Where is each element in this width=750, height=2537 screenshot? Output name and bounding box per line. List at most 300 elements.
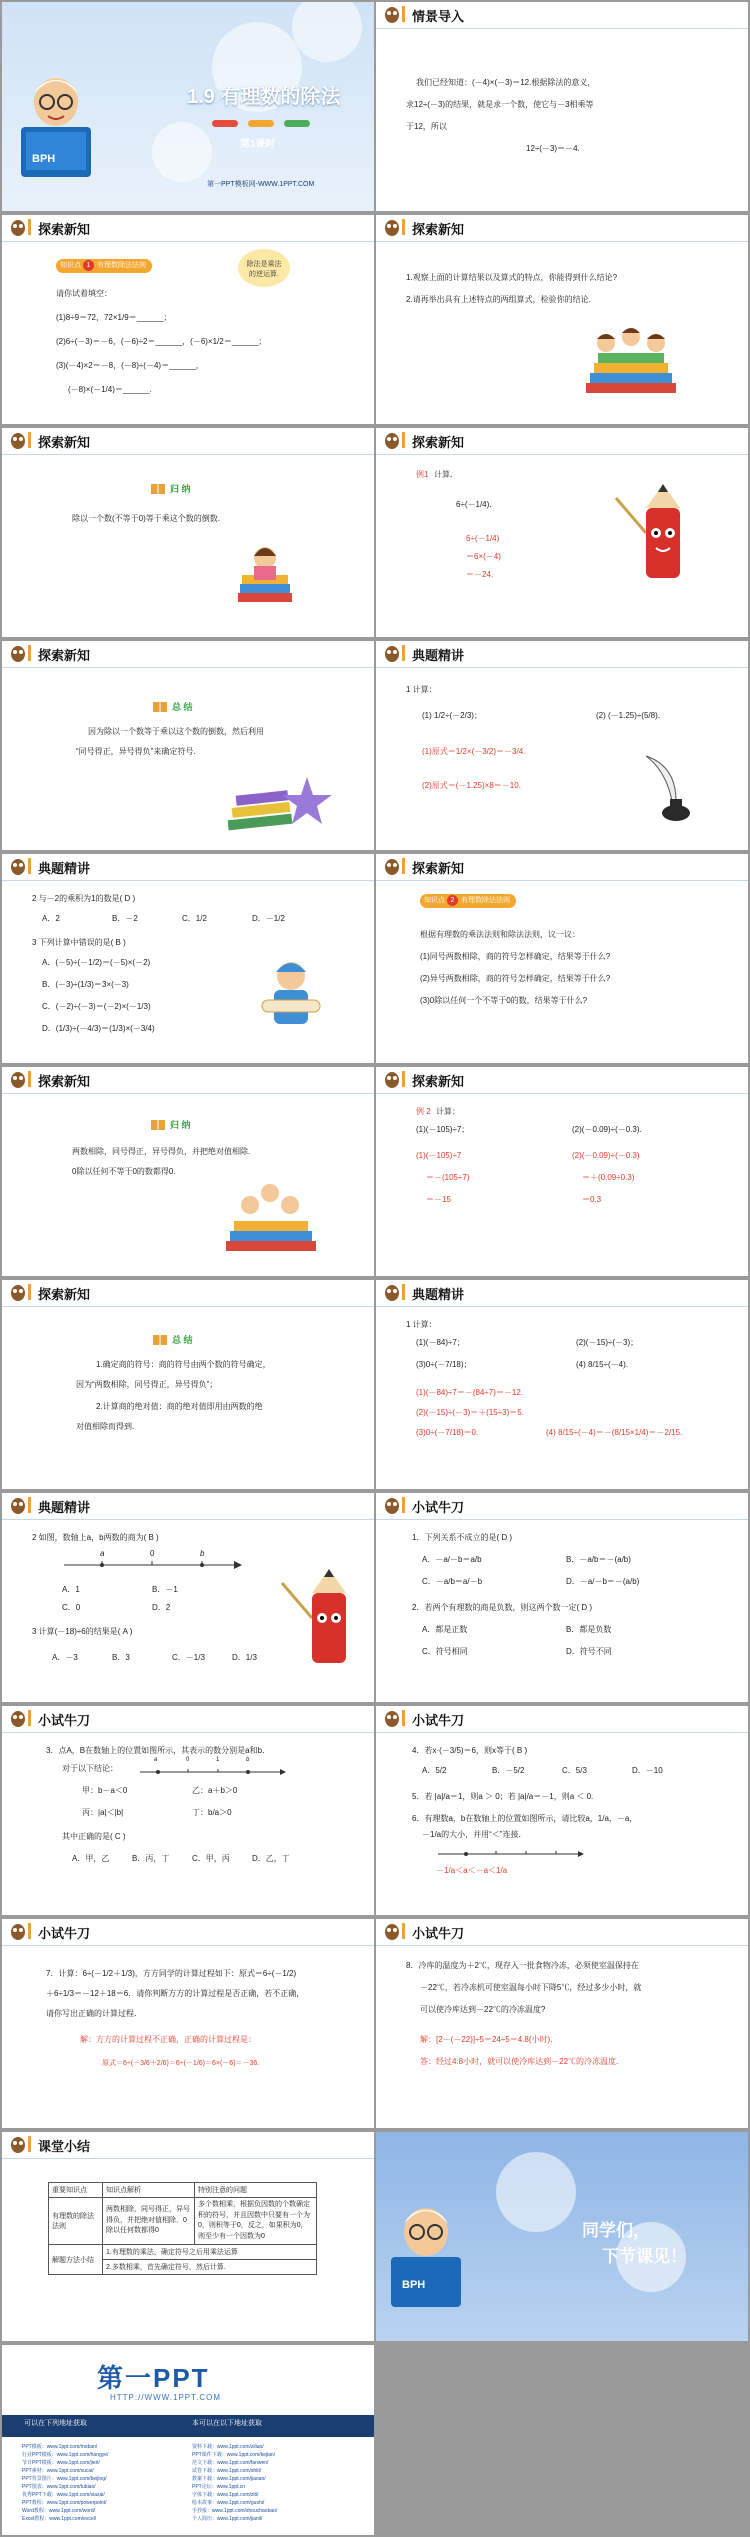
- slide-heading: 典题精讲: [38, 861, 91, 876]
- option-a: A．甲，乙: [72, 1854, 110, 1863]
- slide-brand-footer[interactable]: [2, 2345, 374, 2535]
- answer-line: (1)原式＝1/2×(－3/2)＝－3/4.: [422, 747, 526, 756]
- header-bar: [28, 2136, 31, 2152]
- slide-practice-1[interactable]: [376, 641, 748, 850]
- owl-logo-icon: [384, 430, 400, 450]
- kids-reading-books-icon: [576, 323, 686, 413]
- footer-link[interactable]: PPT素材：www.1ppt.com/sucai/: [22, 2468, 94, 2474]
- header-divider: [376, 28, 748, 29]
- question-line: 2．若两个有理数的商是负数，则这两个数一定( D ): [412, 1603, 592, 1612]
- header-bar: [28, 858, 31, 874]
- text-line: (2)异号两数相除，商的符号怎样确定，结果等于什么?: [420, 974, 611, 983]
- question-line: (4) 8/15÷(－4).: [576, 1360, 628, 1369]
- question-line: (1) 1/2÷(－2/3)；: [422, 711, 482, 720]
- statement: 乙：a＋b＞0: [192, 1786, 238, 1795]
- footer-link[interactable]: Excel教程：www.1ppt.com/excel/: [22, 2516, 97, 2522]
- book-icon: [150, 1119, 166, 1131]
- text-line: (－8)×(－1/4)＝______.: [68, 385, 152, 394]
- footer-link[interactable]: Word教程：www.1ppt.com/word/: [22, 2508, 95, 2514]
- slide-title: 1.9 有理数的除法: [187, 86, 341, 108]
- header-bar: [402, 1710, 405, 1726]
- slide-trial-4[interactable]: [2, 1919, 374, 2128]
- option-b: B．－a/b＝－(a/b): [566, 1555, 631, 1564]
- header-divider: [376, 1093, 748, 1094]
- header-divider: [2, 1306, 374, 1307]
- question-line: 3 下列计算中错误的是( B ): [32, 938, 126, 947]
- text-line: (1)同号两数相除，商的符号怎样确定，结果等于什么?: [420, 952, 611, 961]
- option-d: D．乙，丁: [252, 1854, 290, 1863]
- slide-explore-3[interactable]: [376, 854, 748, 1063]
- header-bar: [28, 1923, 31, 1939]
- header-divider: [2, 1732, 374, 1733]
- tag-text: 有理数除法法则: [96, 262, 146, 269]
- slide-header: [376, 428, 748, 452]
- answer-line: 答：经过4.8小时，就可以使冷库达到－22℃的冷冻温度．: [420, 2057, 625, 2066]
- example-text: 计算：: [436, 1107, 460, 1116]
- option-b: B．－5/2: [492, 1766, 525, 1775]
- answer-line: (1)(－84)÷7＝－(84÷7)＝－12.: [416, 1388, 524, 1397]
- statement: 丙：|a|＜|b|: [82, 1808, 124, 1817]
- book-icon: [152, 701, 168, 713]
- slide-heading: 探索新知: [412, 435, 465, 450]
- text-line: 1.确定商的符号：商的符号由两个数的符号确定，: [96, 1360, 271, 1369]
- bubble-line: 除法是乘法: [246, 261, 282, 268]
- header-bar: [402, 219, 405, 235]
- footer-link[interactable]: 字体下载：www.1ppt.com/ziti/: [192, 2492, 259, 2498]
- answer-line: (2)(－15)÷(－3)＝＋(15÷3)＝5.: [416, 1408, 524, 1417]
- section-label: 归 纳: [170, 1120, 191, 1130]
- owl-logo-icon: [10, 856, 26, 876]
- answer-line: (1)(－105)÷7: [416, 1151, 462, 1160]
- slide-header: [376, 641, 748, 665]
- text-line: (2)6÷(－3)＝－6，(－6)÷2＝______，(－6)×1/2＝______；: [56, 337, 267, 346]
- answer-line: (4) 8/15÷(－4)＝－(8/15×1/4)＝－2/15.: [546, 1428, 683, 1437]
- slide-header: [2, 854, 374, 878]
- slide-header: [2, 215, 374, 239]
- footer-link[interactable]: PPT图表：www.1ppt.com/tubiao/: [22, 2484, 96, 2490]
- header-divider: [376, 880, 748, 881]
- text-line: 于12，所以: [406, 122, 447, 131]
- slide-trial-5[interactable]: [376, 1919, 748, 2128]
- question-line: 5．若 |a|/a＝1，则a ＞ 0；若 |a|/a＝－1，则a ＜ 0.: [412, 1792, 594, 1801]
- section-label: 归 纳: [170, 484, 191, 494]
- slide-header: [376, 1067, 748, 1091]
- slide-heading: 探索新知: [38, 222, 91, 237]
- header-bar: [402, 1923, 405, 1939]
- option-c: C．5/3: [562, 1766, 587, 1775]
- tag-number: 1: [83, 260, 94, 271]
- axis-label: 0: [186, 1757, 190, 1763]
- slide-practice-3[interactable]: [376, 1280, 748, 1489]
- owl-logo-icon: [384, 1708, 400, 1728]
- slide-header: [376, 1706, 748, 1730]
- answer-line: ＝0.3: [582, 1195, 602, 1204]
- option-b: B．(－3)÷(1/3)＝3×(－3): [42, 980, 129, 989]
- text-line: 1 计算：: [406, 685, 437, 694]
- slide-summary-rule[interactable]: [2, 428, 374, 637]
- slide-header: [2, 1067, 374, 1091]
- slide-heading: 探索新知: [38, 648, 91, 663]
- option-b: B．－2: [112, 914, 138, 923]
- table-header-cell: 知识点解析: [103, 2183, 195, 2198]
- table-header-cell: 特别注意的问题: [195, 2183, 317, 2198]
- slide-heading: 典题精讲: [38, 1500, 91, 1515]
- question-line: (2)(－15)÷(－3)；: [576, 1338, 639, 1347]
- footer-link[interactable]: 优秀PPT下载：www.1ppt.com/xiazai/: [22, 2492, 105, 2498]
- slide-header: [376, 1493, 748, 1517]
- option-b: B．都是负数: [566, 1625, 612, 1634]
- table-cell: 2.多数相乘，首先确定符号，然后计算.: [103, 2260, 317, 2275]
- slide-header: [376, 1280, 748, 1304]
- table-cell: 有理数的除法法则: [49, 2198, 103, 2245]
- axis-label: b: [246, 1757, 250, 1763]
- brand-logo: 第一PPT: [97, 2363, 210, 2393]
- deco-pill-red: [212, 120, 238, 127]
- cover-badge: BPH: [32, 153, 56, 165]
- text-line: 因为“两数相除，同号得正，异号得负”；: [76, 1380, 218, 1389]
- question-line: 1．下列关系不成立的是( D ): [412, 1533, 512, 1542]
- option-d: D．2: [152, 1603, 171, 1612]
- number-line: [138, 1760, 288, 1778]
- header-bar: [28, 1710, 31, 1726]
- footer-link[interactable]: 资料下载：www.1ppt.com/ziliao/: [192, 2444, 264, 2450]
- question-line: 对于以下结论：: [62, 1764, 118, 1773]
- slide-heading: 探索新知: [412, 222, 465, 237]
- question-line: (3)0÷(－7/18)；: [416, 1360, 472, 1369]
- text-line: 根据有理数的乘法法则和除法法则，议一议：: [420, 930, 580, 939]
- text-line: 求12÷(－3)的结果，就是求一个数，使它与－3相乘等: [406, 100, 594, 109]
- axis-label: 0: [150, 1549, 155, 1558]
- slide-heading: 典题精讲: [412, 1287, 465, 1302]
- answer-line: 解：[2－(－22)]÷5＝24÷5＝4.8(小时)．: [420, 2035, 559, 2044]
- slide-trial-2[interactable]: [2, 1706, 374, 1915]
- table-cell: 两数相除，同号得正，异号得负，并把绝对值相除．0除以任何数都得0: [103, 2198, 195, 2245]
- header-divider: [376, 1519, 748, 1520]
- answer-line: ＝－15: [426, 1195, 451, 1204]
- slide-heading: 探索新知: [38, 1287, 91, 1302]
- option-a: A．1: [62, 1585, 80, 1594]
- footer-link[interactable]: 试卷下载：www.1ppt.com/shiti/: [192, 2468, 262, 2474]
- tag-text: 有理数除法法则: [460, 897, 510, 904]
- option-d: D．－a/－b＝－(a/b): [566, 1577, 640, 1586]
- footer-link[interactable]: 节日PPT模板：www.1ppt.com/jieri/: [22, 2460, 100, 2466]
- question-line: －1/a的大小，并用“＜”连接．: [422, 1830, 527, 1839]
- statement: 丁：b/a＞0: [192, 1808, 232, 1817]
- teacher-illustration-icon: [386, 2202, 476, 2312]
- question-line: 7．计算：6÷(－1/2＋1/3)，方方同学的计算过程如下：原式＝6÷(－1/2): [46, 1969, 297, 1978]
- footer-link[interactable]: PPT教程：www.1ppt.com/powerpoint/: [22, 2500, 107, 2506]
- axis-label: a: [100, 1549, 105, 1558]
- table-row: [49, 2183, 317, 2198]
- header-divider: [376, 241, 748, 242]
- option-a: A．－3: [52, 1653, 78, 1662]
- slide-trial-1[interactable]: [376, 1493, 748, 1702]
- text-line: 因为除以一个数等于乘以这个数的倒数，然后利用: [88, 727, 264, 736]
- book-icon: [152, 1334, 168, 1346]
- bokeh-circle: [496, 2152, 576, 2232]
- question-line: (1)(－84)÷7；: [416, 1338, 465, 1347]
- answer-line: 原式＝6÷(－3/6＋2/6)＝6÷(－1/6)＝6×(－6)＝－36.: [102, 2060, 260, 2067]
- option-d: D．符号不同: [566, 1647, 612, 1656]
- slide-practice-4[interactable]: [2, 1493, 374, 1702]
- cover-badge: BPH: [402, 2279, 426, 2291]
- answer-line: 6÷(－1/4): [466, 534, 500, 543]
- answer-line: ＝6×(－4): [466, 552, 501, 561]
- slide-heading: 小试牛刀: [412, 1713, 465, 1728]
- slide-header: [2, 428, 374, 452]
- slide-example-1[interactable]: [376, 428, 748, 637]
- slide-class-summary[interactable]: [2, 2132, 374, 2341]
- slide-cover[interactable]: [2, 2, 374, 211]
- header-bar: [28, 219, 31, 235]
- option-b: B．丙，丁: [132, 1854, 170, 1863]
- pencil-mascot-icon: [272, 1563, 362, 1673]
- question-line: 2 与－2的乘积为1的数是( D ): [32, 894, 136, 903]
- slide-header: [376, 215, 748, 239]
- header-divider: [2, 454, 374, 455]
- quill-inkpot-icon: [636, 751, 696, 826]
- owl-logo-icon: [384, 1495, 400, 1515]
- option-a: A．－a/－b＝a/b: [422, 1555, 482, 1564]
- text-line: 2.请再举出具有上述特点的两组算式，检验你的结论.: [406, 295, 591, 304]
- slide-explore-1[interactable]: [2, 215, 374, 424]
- footer-link[interactable]: PPT课件下载：www.1ppt.com/kejian/: [192, 2452, 276, 2458]
- boy-with-scroll-icon: [256, 954, 326, 1044]
- option-c: C．1/2: [182, 914, 207, 923]
- text-line: 1.观察上面的计算结果以及算式的特点，你能得到什么结论?: [406, 273, 618, 282]
- slide-goodbye[interactable]: [376, 2132, 748, 2341]
- deco-pill-orange: [248, 120, 274, 127]
- slide-heading: 课堂小结: [38, 2139, 91, 2154]
- header-divider: [376, 1732, 748, 1733]
- question-line: 8．冷库的温度为＋2℃，现存入一批食物冷冻，必须使室温保持在: [406, 1961, 639, 1970]
- text-line: 除以一个数(不等于0)等于乘这个数的倒数.: [72, 514, 220, 523]
- table-cell: 多个数相乘，根据负因数的个数确定积的符号，并且因数中只要有一个为0，则积等于0，反之，如果积为0，则至少有一个因数为0: [195, 2198, 317, 2245]
- owl-logo-icon: [10, 1708, 26, 1728]
- example-label: 例1: [416, 470, 429, 479]
- question-line: 6．有理数a，b在数轴上的位置如图所示，请比较a，1/a，－a，: [412, 1814, 638, 1823]
- answer-line: (2)原式＝(－1.25)×8＝－10.: [422, 781, 521, 790]
- footer-link[interactable]: PPT论坛：www.1ppt.cn: [192, 2484, 246, 2490]
- owl-logo-icon: [384, 1069, 400, 1089]
- header-bar: [402, 1497, 405, 1513]
- axis-label: 1: [216, 1757, 220, 1763]
- slide-conclusion-1[interactable]: [2, 641, 374, 850]
- header-bar: [28, 645, 31, 661]
- owl-logo-icon: [384, 856, 400, 876]
- option-b: B．－1: [152, 1585, 178, 1594]
- header-divider: [2, 1093, 374, 1094]
- slide-heading: 情景导入: [412, 9, 465, 24]
- owl-logo-icon: [384, 1921, 400, 1941]
- question-line: 6÷(－1/4)．: [456, 500, 498, 509]
- slide-heading: 小试牛刀: [412, 1500, 465, 1515]
- answer-line: ＝－24.: [466, 570, 494, 579]
- number-line: [436, 1846, 586, 1860]
- pencil-mascot-icon: [606, 478, 696, 588]
- text-line: 12÷(－3)＝－4.: [526, 144, 580, 153]
- text-line: 2.计算商的绝对值：商的绝对值即用由两数的绝: [96, 1402, 263, 1411]
- header-bar: [28, 1497, 31, 1513]
- question-line: 其中正确的是( C ): [62, 1832, 126, 1841]
- header-bar: [28, 1071, 31, 1087]
- slide-heading: 探索新知: [38, 1074, 91, 1089]
- slide-header: [376, 1919, 748, 1943]
- option-a: A．5/2: [422, 1766, 447, 1775]
- section-label: 总 结: [172, 1335, 193, 1345]
- question-line: ＋6÷1/3＝－12＋18＝6．请你判断方方的计算过程是否正确，若不正确，: [46, 1989, 305, 1998]
- slide-header: [2, 1280, 374, 1304]
- knowledge-tag: 知识点 1 有理数除法法则: [56, 259, 152, 273]
- slide-conclusion-2[interactable]: [2, 1280, 374, 1489]
- footer-link[interactable]: 范文下载：www.1ppt.com/fanwen/: [192, 2460, 269, 2466]
- owl-logo-icon: [10, 1282, 26, 1302]
- owl-logo-icon: [10, 1069, 26, 1089]
- table-row: [49, 2198, 317, 2245]
- question-line: (1)(－105)÷7；: [416, 1125, 470, 1134]
- header-divider: [2, 667, 374, 668]
- option-d: D．1/3: [232, 1653, 257, 1662]
- footer-link[interactable]: 个人简历：www.1ppt.com/jianli/: [192, 2516, 263, 2522]
- link-list-left: [22, 2443, 182, 2523]
- summary-table: [48, 2182, 317, 2275]
- question-line: 可以使冷库达到－22℃的冷冻温度?: [420, 2005, 546, 2014]
- question-line: (2) (－1.25)÷(5/8)．: [596, 711, 666, 720]
- footer-link[interactable]: PPT模板：www.1ppt.com/moban/: [22, 2444, 98, 2450]
- option-b: B．3: [112, 1653, 130, 1662]
- owl-logo-icon: [384, 4, 400, 24]
- option-c: C．0: [62, 1603, 81, 1612]
- footer-link[interactable]: 行业PPT模板：www.1ppt.com/hangye/: [22, 2452, 109, 2458]
- option-a: A．(－5)÷(－1/2)＝(－5)×(－2): [42, 958, 151, 967]
- slide-trial-3[interactable]: [376, 1706, 748, 1915]
- slide-subtitle: 第1课时: [240, 139, 276, 150]
- table-cell: 解题方法小结: [49, 2245, 103, 2275]
- axis-label: b: [200, 1549, 205, 1558]
- text-line: (3)(－4)×2＝－8，(－8)÷(－4)＝______，: [56, 361, 204, 370]
- owl-logo-icon: [10, 217, 26, 237]
- text-line: 1 计算：: [406, 1320, 437, 1329]
- footer-link[interactable]: 绘本故事：www.1ppt.com/gushi/: [192, 2500, 265, 2506]
- slide-heading: 典题精讲: [412, 648, 465, 663]
- owl-logo-icon: [384, 643, 400, 663]
- slide-header: [376, 2, 748, 26]
- speech-bubble: [238, 249, 290, 287]
- slide-explore-2[interactable]: [376, 215, 748, 424]
- header-divider: [2, 2158, 374, 2159]
- header-divider: [376, 1945, 748, 1946]
- slide-header: [2, 1706, 374, 1730]
- question-line: 请你写出正确的计算过程．: [46, 2009, 142, 2018]
- owl-logo-icon: [10, 643, 26, 663]
- slide-practice-2[interactable]: [2, 854, 374, 1063]
- bokeh-circle: [152, 122, 212, 182]
- answer-line: 解：方方的计算过程不正确，正确的计算过程是：: [80, 2035, 256, 2044]
- option-c: C．(－2)÷(－3)＝(－2)×(－1/3): [42, 1002, 151, 1011]
- footer-link[interactable]: PPT背景图片：www.1ppt.com/beijing/: [22, 2476, 107, 2482]
- question-line: －22℃，若冷冻机可使室温每小时下降5℃，经过多少小时，就: [420, 1983, 642, 1992]
- option-d: D．(1/3)÷(－4/3)＝(1/3)×(－3/4): [42, 1024, 155, 1033]
- header-bar: [402, 432, 405, 448]
- header-bar: [28, 1284, 31, 1300]
- header-bar: [28, 432, 31, 448]
- header-bar: [402, 6, 405, 22]
- header-bar: [402, 645, 405, 661]
- question-line: 4．若x·(－3/5)＝6，则x等于( B ): [412, 1746, 528, 1755]
- deco-pill-green: [284, 120, 310, 127]
- option-c: C．符号相同: [422, 1647, 468, 1656]
- option-c: C．－1/3: [172, 1653, 205, 1662]
- text-line: 对值相除而得到.: [76, 1422, 135, 1431]
- answer-line: ＝＋(0.09÷0.3): [582, 1173, 635, 1182]
- question-line: 2 如图，数轴上a，b两数的商为( B ): [32, 1533, 159, 1542]
- slide-header: [2, 1919, 374, 1943]
- answer-line: ＝－(105÷7): [426, 1173, 470, 1182]
- owl-logo-icon: [10, 430, 26, 450]
- table-row: [49, 2245, 317, 2260]
- footer-link[interactable]: 教案下载：www.1ppt.com/jiaoan/: [192, 2476, 266, 2482]
- option-a: A．2: [42, 914, 60, 923]
- owl-logo-icon: [384, 1282, 400, 1302]
- header-bar: [402, 1284, 405, 1300]
- slide-header: [2, 2132, 374, 2156]
- option-c: C．－a/b＝a/－b: [422, 1577, 483, 1586]
- brand-url[interactable]: HTTP://WWW.1PPT.COM: [110, 2393, 221, 2402]
- text-line: (1)8÷9＝72，72×1/9＝______；: [56, 313, 172, 322]
- text-line: 请你试着填空：: [56, 289, 112, 298]
- slide-intro[interactable]: [376, 2, 748, 211]
- header-divider: [2, 1519, 374, 1520]
- owl-logo-icon: [384, 217, 400, 237]
- girl-with-books-icon: [230, 538, 300, 618]
- owl-logo-icon: [10, 2134, 26, 2154]
- goodbye-line: 下节课见！: [602, 2247, 687, 2266]
- goodbye-line: 同学们，: [582, 2221, 650, 2240]
- teacher-illustration-icon: [16, 72, 106, 182]
- header-divider: [376, 454, 748, 455]
- table-cell: 1.有理数的乘法，确定符号之后用乘法运算: [103, 2245, 317, 2260]
- books-and-star-icon: [222, 767, 332, 842]
- answer-line: (2)(－0.09)÷(－0.3): [572, 1151, 640, 1160]
- slide-heading: 探索新知: [412, 1074, 465, 1089]
- slide-heading: 探索新知: [38, 435, 91, 450]
- text-line: “同号得正，异号得负”来确定符号.: [76, 747, 196, 756]
- header-divider: [2, 880, 374, 881]
- header-divider: [2, 1945, 374, 1946]
- header-bar: [402, 858, 405, 874]
- table-header-cell: 重要知识点: [49, 2183, 103, 2198]
- axis-label: a: [154, 1757, 158, 1763]
- option-a: A．都是正数: [422, 1625, 468, 1634]
- example-label: 例 2: [416, 1107, 431, 1116]
- header-divider: [376, 1306, 748, 1307]
- section-label: 总 结: [172, 702, 193, 712]
- text-line: 我们已经知道：(－4)×(－3)＝12.根据除法的意义，: [416, 78, 596, 87]
- option-d: D．－1/2: [252, 914, 285, 923]
- cover-footer: 第一PPT模板网-WWW.1PPT.COM: [207, 181, 315, 188]
- slide-summary-rule-2[interactable]: [2, 1067, 374, 1276]
- footer-link[interactable]: 手抄报：www.1ppt.com/shouchaobao/: [192, 2508, 278, 2514]
- example-text: 计算．: [434, 470, 458, 479]
- question-line: (2)(－0.09)÷(－0.3).: [572, 1125, 642, 1134]
- tag-number: 2: [447, 895, 458, 906]
- answer-line: －1/a＜a＜－a＜1/a: [436, 1866, 508, 1875]
- slide-example-2[interactable]: [376, 1067, 748, 1276]
- header-divider: [376, 667, 748, 668]
- text-line: (3)0除以任何一个不等于0的数，结果等于什么?: [420, 996, 588, 1005]
- answer-line: (3)0÷(－7/18)＝0.: [416, 1428, 479, 1437]
- text-line: 两数相除，同号得正，异号得负，并把绝对值相除.: [72, 1147, 251, 1156]
